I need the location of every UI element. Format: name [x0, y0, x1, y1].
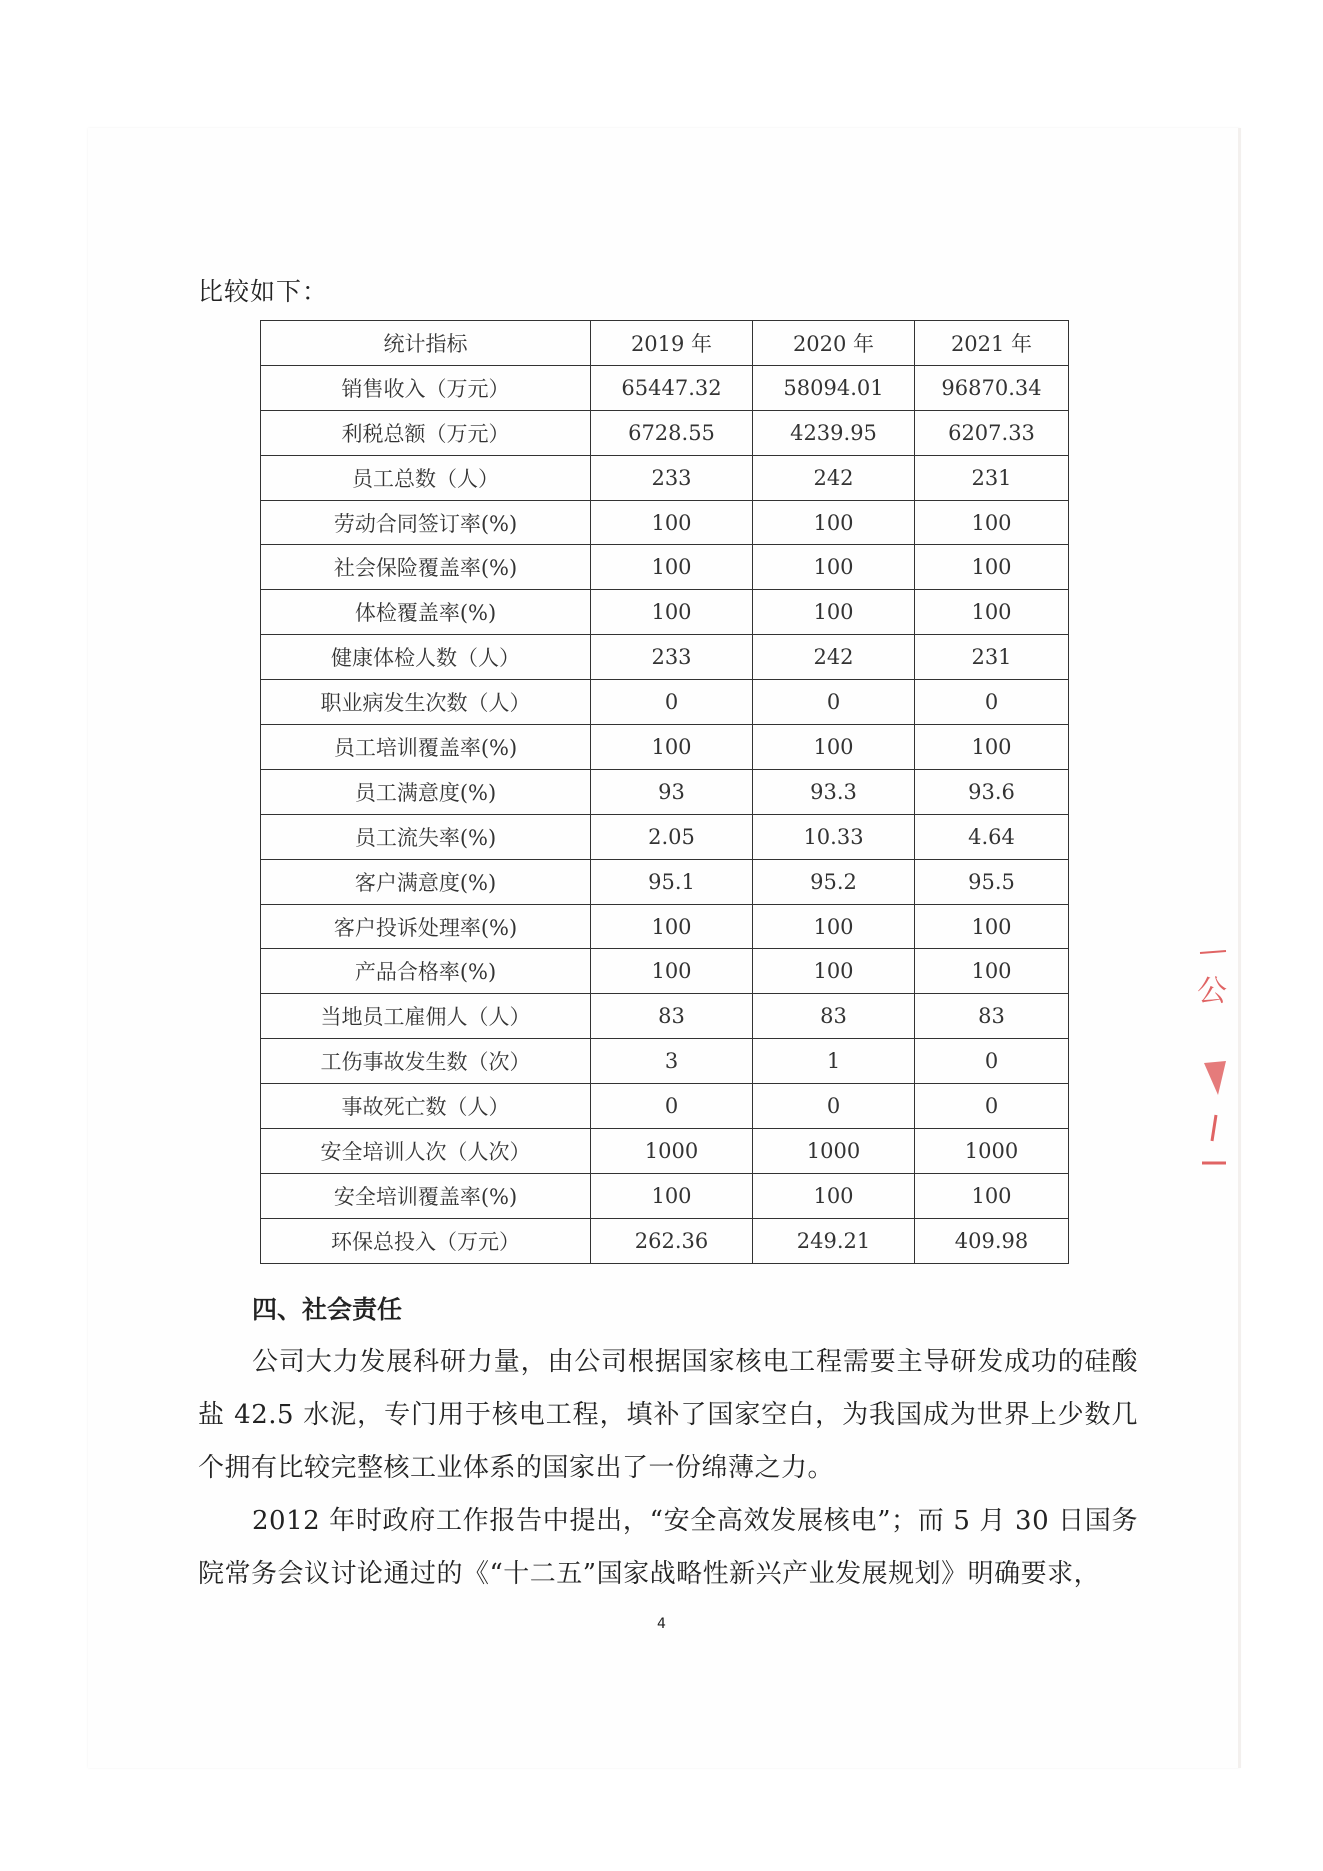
value-cell: 95.5: [915, 859, 1069, 904]
value-cell: 0: [915, 680, 1069, 725]
value-cell: 2.05: [591, 814, 753, 859]
value-cell: 95.1: [591, 859, 753, 904]
indicator-cell: 利税总额（万元）: [261, 410, 591, 455]
table-body: [261, 365, 1069, 1263]
value-cell: 100: [591, 500, 753, 545]
header-2020: 2020 年: [753, 321, 915, 366]
value-cell: 100: [753, 904, 915, 949]
table-row: [261, 1039, 1069, 1084]
table-row: [261, 410, 1069, 455]
value-cell: 1000: [915, 1129, 1069, 1174]
table-row: [261, 814, 1069, 859]
value-cell: 93.3: [753, 769, 915, 814]
value-cell: 231: [915, 635, 1069, 680]
page-number: 4: [657, 1616, 666, 1632]
value-cell: 100: [591, 725, 753, 770]
seal-character: 公: [1197, 974, 1227, 1009]
value-cell: 100: [753, 1173, 915, 1218]
indicator-cell: 事故死亡数（人）: [261, 1084, 591, 1129]
value-cell: 100: [591, 545, 753, 590]
table-row: [261, 949, 1069, 994]
value-cell: 0: [753, 680, 915, 725]
table-row: [261, 365, 1069, 410]
value-cell: 83: [753, 994, 915, 1039]
value-cell: 100: [915, 590, 1069, 635]
value-cell: 93: [591, 769, 753, 814]
table-row: [261, 904, 1069, 949]
value-cell: 1: [753, 1039, 915, 1084]
value-cell: 83: [915, 994, 1069, 1039]
table-row: [261, 769, 1069, 814]
indicator-cell: 体检覆盖率(%): [261, 590, 591, 635]
paragraph-2: 2012 年时政府工作报告中提出，“安全高效发展核电”；而 5 月 30 日国务院常务会议讨论通过的《“十二五”国家战略性新兴产业发展规划》明确要求，: [198, 1506, 1138, 1589]
value-cell: 1000: [753, 1129, 915, 1174]
table-row: [261, 455, 1069, 500]
value-cell: 100: [753, 590, 915, 635]
table-row: [261, 1129, 1069, 1174]
table-row: [261, 725, 1069, 770]
value-cell: 409.98: [915, 1218, 1069, 1263]
table-row: [261, 859, 1069, 904]
indicator-cell: 安全培训人次（人次）: [261, 1129, 591, 1174]
value-cell: 93.6: [915, 769, 1069, 814]
header-2021: 2021 年: [915, 321, 1069, 366]
value-cell: 100: [915, 1173, 1069, 1218]
red-seal-stamp: [1196, 945, 1230, 1173]
value-cell: 100: [753, 500, 915, 545]
value-cell: 100: [591, 904, 753, 949]
indicator-cell: 员工流失率(%): [261, 814, 591, 859]
value-cell: 100: [915, 949, 1069, 994]
value-cell: 96870.34: [915, 365, 1069, 410]
value-cell: 231: [915, 455, 1069, 500]
indicator-cell: 员工培训覆盖率(%): [261, 725, 591, 770]
table-row: [261, 500, 1069, 545]
table-row: [261, 635, 1069, 680]
paragraph-1: 公司大力发展科研力量，由公司根据国家核电工程需要主导研发成功的硅酸盐 42.5 水泥，专门用于核电工程，填补了国家空白，为我国成为世界上少数几个拥有比较完整核工业体系的国家出了一份绵薄之力。: [198, 1347, 1138, 1483]
sheet-edge: [1238, 128, 1241, 1768]
table-row: [261, 994, 1069, 1039]
indicator-cell: 客户满意度(%): [261, 859, 591, 904]
value-cell: 65447.32: [591, 365, 753, 410]
statistics-table: [260, 320, 1069, 1264]
indicator-cell: 环保总投入（万元）: [261, 1218, 591, 1263]
indicator-cell: 产品合格率(%): [261, 949, 591, 994]
value-cell: 0: [591, 680, 753, 725]
value-cell: 249.21: [753, 1218, 915, 1263]
table-row: [261, 545, 1069, 590]
value-cell: 58094.01: [753, 365, 915, 410]
value-cell: 100: [753, 545, 915, 590]
value-cell: 0: [591, 1084, 753, 1129]
indicator-cell: 劳动合同签订率(%): [261, 500, 591, 545]
value-cell: 95.2: [753, 859, 915, 904]
value-cell: 100: [753, 725, 915, 770]
value-cell: 100: [591, 590, 753, 635]
indicator-cell: 社会保险覆盖率(%): [261, 545, 591, 590]
indicator-cell: 销售收入（万元）: [261, 365, 591, 410]
indicator-cell: 客户投诉处理率(%): [261, 904, 591, 949]
value-cell: 242: [753, 455, 915, 500]
value-cell: 3: [591, 1039, 753, 1084]
value-cell: 0: [753, 1084, 915, 1129]
value-cell: 4.64: [915, 814, 1069, 859]
value-cell: 6728.55: [591, 410, 753, 455]
value-cell: 242: [753, 635, 915, 680]
indicator-cell: 员工总数（人）: [261, 455, 591, 500]
value-cell: 100: [915, 545, 1069, 590]
value-cell: 1000: [591, 1129, 753, 1174]
indicator-cell: 工伤事故发生数（次）: [261, 1039, 591, 1084]
indicator-cell: 员工满意度(%): [261, 769, 591, 814]
section-heading: 四、社会责任: [252, 1295, 403, 1324]
table-header-row: [261, 321, 1069, 366]
header-indicator: 统计指标: [261, 321, 591, 366]
value-cell: 10.33: [753, 814, 915, 859]
value-cell: 0: [915, 1039, 1069, 1084]
table-row: [261, 1084, 1069, 1129]
value-cell: 100: [591, 949, 753, 994]
table-row: [261, 1218, 1069, 1263]
indicator-cell: 安全培训覆盖率(%): [261, 1173, 591, 1218]
value-cell: 233: [591, 635, 753, 680]
value-cell: 100: [591, 1173, 753, 1218]
value-cell: 0: [915, 1084, 1069, 1129]
value-cell: 100: [915, 500, 1069, 545]
table-row: [261, 590, 1069, 635]
value-cell: 100: [915, 904, 1069, 949]
value-cell: 83: [591, 994, 753, 1039]
value-cell: 233: [591, 455, 753, 500]
header-2019: 2019 年: [591, 321, 753, 366]
value-cell: 100: [915, 725, 1069, 770]
indicator-cell: 职业病发生次数（人）: [261, 680, 591, 725]
table-row: [261, 1173, 1069, 1218]
table-row: [261, 680, 1069, 725]
indicator-cell: 健康体检人数（人）: [261, 635, 591, 680]
value-cell: 100: [753, 949, 915, 994]
value-cell: 6207.33: [915, 410, 1069, 455]
value-cell: 262.36: [591, 1218, 753, 1263]
value-cell: 4239.95: [753, 410, 915, 455]
indicator-cell: 当地员工雇佣人（人）: [261, 994, 591, 1039]
intro-text: 比较如下：: [198, 277, 329, 306]
